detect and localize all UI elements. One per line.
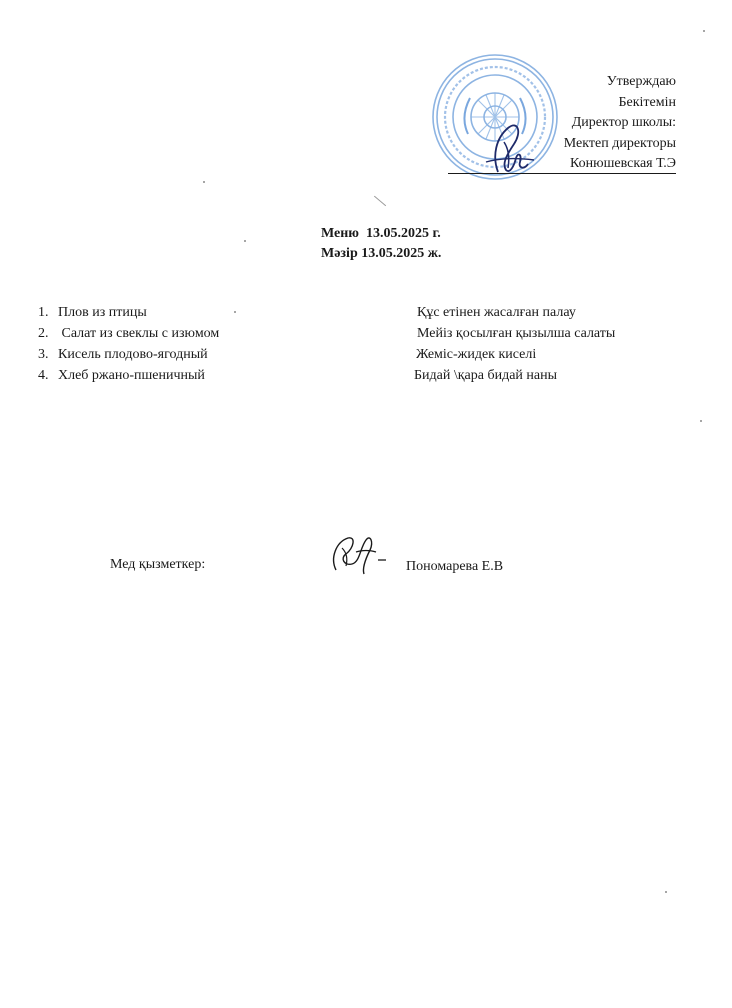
menu-title (321, 224, 441, 264)
director-name: Конюшевская Т.Э (448, 154, 676, 174)
item-number: 1. (38, 305, 49, 320)
item-name-ru: Плов из птицы (58, 305, 147, 320)
scan-speck (203, 181, 205, 183)
item-name-ru: Кисель плодово-ягодный (58, 347, 208, 362)
approval-line: Директор школы: (571, 115, 676, 130)
med-worker-label: Мед қызметкер: (110, 557, 206, 572)
list-item: Құс етінен жасалған палау (417, 305, 576, 320)
list-item: Бидай \қара бидай наны (414, 368, 558, 383)
scan-speck (244, 240, 246, 242)
item-name-ru: Салат из свеклы с изюмом (58, 326, 220, 341)
scan-scratch (372, 194, 388, 208)
item-number: 4. (38, 368, 49, 383)
menu-list-kz (414, 302, 615, 386)
scan-speck (703, 30, 705, 32)
menu-list-ru (38, 302, 219, 386)
approval-line: Утверждаю (606, 74, 676, 89)
scan-speck (700, 420, 702, 422)
approval-line: Бекітемін (618, 94, 676, 110)
list-item (38, 323, 219, 344)
list-item: Жеміс-жидек киселі (416, 347, 537, 362)
scan-speck (665, 891, 667, 893)
list-item: Мейіз қосылған қызылша салаты (417, 326, 616, 341)
menu-title-kz: Мәзір 13.05.2025 ж. (321, 246, 442, 261)
item-name-ru: Хлеб ржано-пшеничный (58, 368, 205, 383)
list-item (38, 344, 219, 365)
item-number: 3. (38, 347, 49, 362)
menu-title-ru: Меню 13.05.2025 г. (321, 226, 441, 241)
approval-line: Мектеп директоры (563, 135, 676, 151)
item-number: 2. (38, 326, 49, 341)
list-item (38, 365, 219, 386)
med-worker-signature-icon (326, 528, 390, 578)
approval-block (448, 72, 676, 175)
list-item (38, 302, 219, 323)
med-worker-name: Пономарева Е.В (406, 559, 504, 574)
scan-speck (234, 311, 236, 313)
